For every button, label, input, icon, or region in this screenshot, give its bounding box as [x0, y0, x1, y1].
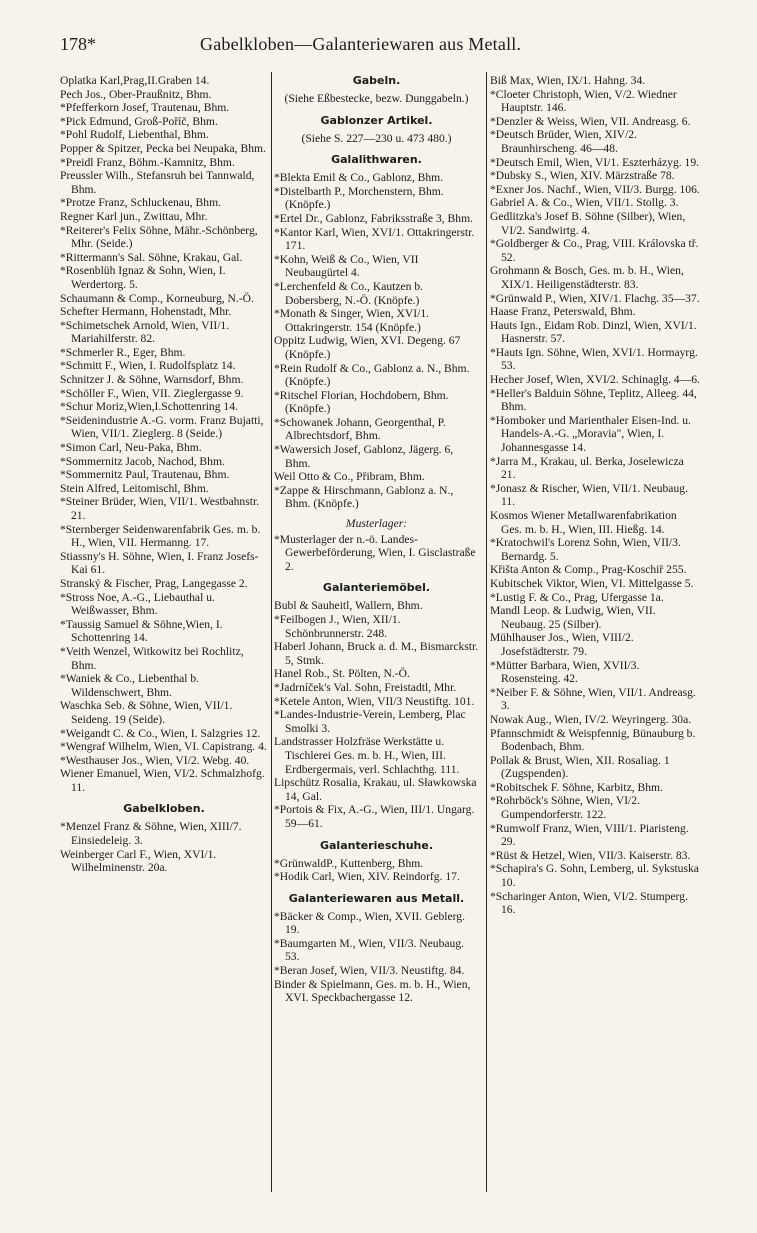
directory-entry: *Weigandt C. & Co., Wien, I. Salzgries 12. — [60, 726, 261, 740]
directory-entry: *Jonasz & Rischer, Wien, VII/1. Neubaug. 11. — [490, 481, 688, 509]
directory-entry: Hecher Josef, Wien, XVI/2. Schinaglg. 4—6. — [490, 373, 700, 387]
directory-entry: *Schapira's G. Sohn, Lemberg, ul. Sykstuska 10. — [490, 862, 699, 890]
directory-entry: Biß Max, Wien, IX/1. Hahng. 34. — [490, 74, 646, 87]
directory-entry: *Portois & Fix, A.-G., Wien, III/1. Ungarg. 59—61. — [274, 803, 475, 830]
directory-entry: *Rittermann's Sal. Söhne, Krakau, Gal. — [60, 250, 243, 264]
page-title: Gabelkloben—Galanteriewaren aus Metall. — [200, 34, 522, 54]
directory-entry: Kubitschek Viktor, Wien, VI. Mittelgasse 5. — [490, 576, 694, 590]
directory-entry: *Kohn, Weiß & Co., Wien, VII Neubaugürtel 4. — [274, 252, 419, 280]
directory-entry: *Jarra M., Krakau, ul. Berka, Joselewicza 21. — [490, 454, 684, 482]
section-heading-gabelkloben: Gabelkloben. — [123, 802, 205, 816]
directory-entry: *Sommernitz Paul, Trautenau, Bhm. — [60, 468, 230, 482]
column-3 — [490, 74, 700, 917]
gablonzer-note: (Siehe S. 227—230 u. 473 480.) — [301, 131, 452, 145]
directory-entry: *Ertel Dr., Gablonz, Fabriksstraße 3, Bhm. — [274, 211, 473, 225]
section-heading-moebel: Galanteriemöbel. — [322, 581, 431, 595]
directory-entry: *Simon Carl, Neu-Paka, Bhm. — [60, 441, 202, 455]
directory-entry: *Feilbogen J., Wien, XII/1. Schönbrunnerstr. 248. — [274, 613, 401, 640]
directory-entry: *Rumwolf Franz, Wien, VIII/1. Piaristeng. 29. — [490, 821, 689, 849]
directory-entry: *Heller's Balduin Söhne, Teplitz, Alleeg. 44, Bhm. — [490, 386, 697, 414]
directory-entry: *Schmitt F., Wien, I. Rudolfsplatz 14. — [60, 359, 236, 373]
directory-entry: *Steiner Brüder, Wien, VII/1. Westbahnstr. 21. — [60, 495, 260, 522]
directory-entry: Stiassny's H. Söhne, Wien, I. Franz Josefs-Kai 61. — [60, 549, 259, 577]
directory-entry: *Protze Franz, Schluckenau, Bhm. — [60, 196, 221, 210]
directory-entry: Waschka Seb. & Söhne, Wien, VII/1. Seideng. 19 (Seide). — [60, 699, 233, 726]
directory-entry: *Blekta Emil & Co., Gablonz, Bhm. — [274, 171, 444, 185]
directory-entry: *Goldberger & Co., Prag, VIII. Královska tř. 52. — [490, 237, 699, 264]
directory-entry: *Rüst & Hetzel, Wien, VII/3. Kaiserstr. 83. — [490, 848, 691, 862]
directory-entry: Mühlhauser Jos., Wien, VIII/2. Josefstädterstr. 79. — [490, 631, 634, 658]
entries-col3 — [490, 74, 700, 917]
directory-entry: *Zappe & Hirschmann, Gablonz a. N., Bhm. (Knöpfe.) — [274, 483, 454, 511]
directory-entry: Grohmann & Bosch, Ges. m. b. H., Wien, XIX/1. Heiligenstädterstr. 83. — [490, 264, 684, 291]
directory-entry: *Lustig F. & Co., Prag, Ufergasse 1a. — [490, 590, 664, 604]
directory-entry: *Sommernitz Jacob, Nachod, Bhm. — [60, 454, 225, 468]
directory-entry: Weinberger Carl F., Wien, XVI/1. Wilhelminenstr. 20a. — [60, 847, 217, 875]
page-header — [60, 34, 700, 60]
directory-entry: *Ritschel Florian, Hochdobern, Bhm. (Knöpfe.) — [274, 388, 449, 416]
directory-entry: Haberl Johann, Bruck a. d. M., Bismarckstr. 5, Stmk. — [274, 640, 479, 667]
directory-entry: *Deutsch Brüder, Wien, XIV/2. Braunhirscheng. 46—48. — [490, 128, 637, 155]
directory-entry: *Pfefferkorn Josef, Trautenau, Bhm. — [60, 101, 230, 115]
section-heading-metall: Galanteriewaren aus Metall. — [288, 891, 465, 905]
directory-entry: *Musterlager der n.-ö. Landes-Gewerbeförderung, Wien, I. Gisclastraße 2. — [274, 532, 476, 573]
directory-entry: *GrünwaldP., Kuttenberg, Bhm. — [274, 856, 424, 870]
directory-entry: *Schur Moriz,Wien,I.Schottenring 14. — [60, 400, 238, 414]
directory-entry: Preussler Wilh., Stefansruh bei Tannwald, Bhm. — [60, 169, 255, 196]
directory-entry: *Mütter Barbara, Wien, XVII/3. Rosensteing. 42. — [490, 658, 640, 686]
directory-entry: *Baumgarten M., Wien, VII/3. Neubaug. 53. — [274, 936, 465, 964]
directory-entry: *Schöller F., Wien, VII. Zieglergasse 9. — [60, 386, 244, 400]
column-rule-1 — [271, 72, 272, 1192]
directory-entry: *Hauts Ign. Söhne, Wien, XVI/1. Hormayrg. 53. — [490, 345, 698, 373]
directory-entry: *Waniek & Co., Liebenthal b. Wildenschwert, Bhm. — [60, 672, 200, 699]
directory-entry: *Schowanek Johann, Georgenthal, P. Albrechtsdorf, Bhm. — [274, 415, 446, 443]
directory-entry: *Wengraf Wilhelm, Wien, VI. Capistrang. 4. — [60, 740, 267, 754]
column-2 — [274, 74, 479, 1005]
directory-entry: *Rohrböck's Söhne, Wien, VI/2. Gumpendorferstr. 122. — [490, 794, 640, 822]
entries-musterlager — [274, 533, 479, 574]
directory-entry: Schnitzer J. & Söhne, Warnsdorf, Bhm. — [60, 373, 244, 387]
directory-entry: *Kratochwil's Lorenz Sohn, Wien, VII/3. Bernardg. 5. — [490, 536, 681, 563]
directory-entry: *Hodik Carl, Wien, XIV. Reindorfg. 17. — [274, 870, 460, 884]
directory-entry: *Dubsky S., Wien, XIV. Märzstraße 78. — [490, 169, 675, 183]
directory-entry: Gabriel A. & Co., Wien, VII/1. Stollg. 3. — [490, 196, 679, 210]
section-heading-galalith: Galalithwaren. — [331, 153, 422, 167]
directory-entry: Haase Franz, Peterswald, Bhm. — [490, 305, 636, 319]
directory-entry: *Pick Edmund, Groß-Poříč, Bhm. — [60, 114, 218, 128]
directory-entry: *Preidl Franz, Böhm.-Kamnitz, Bhm. — [60, 155, 235, 169]
entries-schuhe — [274, 857, 479, 884]
directory-entry: *Distelbarth P., Morchenstern, Bhm. (Knöpfe.) — [274, 184, 444, 212]
directory-entry: Lipschütz Rosalia, Krakau, ul. Sławkowska 14, Gal. — [274, 776, 477, 803]
directory-entry: Křišta Anton & Comp., Prag-Koschiř 255. — [490, 563, 687, 577]
directory-entry: Weil Otto & Co., Přibram, Bhm. — [274, 470, 425, 484]
directory-entry: *Grünwald P., Wien, XIV/1. Flachg. 35—37. — [490, 291, 700, 305]
directory-entry: *Deutsch Emil, Wien, VI/1. Eszterházyg. 19. — [490, 155, 700, 169]
directory-entry: *Cloeter Christoph, Wien, V/2. Wiedner Hauptstr. 146. — [490, 87, 677, 115]
directory-entry: Gedlitzka's Josef B. Söhne (Silber), Wien, VI/2. Sandwirtg. 4. — [490, 209, 686, 237]
directory-entry: *Robitschek F. Söhne, Karbitz, Bhm. — [490, 780, 663, 794]
entries-col1 — [60, 74, 268, 794]
directory-entry: *Lerchenfeld & Co., Kautzen b. Dobersberg, N.-Ö. (Knöpfe.) — [274, 279, 424, 307]
directory-entry: Pech Jos., Ober-Praußnitz, Bhm. — [60, 87, 212, 101]
directory-entry: *Reiterer's Felix Söhne, Mähr.-Schönberg, Mhr. (Seide.) — [60, 223, 258, 251]
directory-entry: Regner Karl jun., Zwittau, Mhr. — [60, 209, 208, 223]
directory-entry: *Denzler & Weiss, Wien, VII. Andreasg. 6. — [490, 114, 691, 128]
directory-entry: *Rein Rudolf & Co., Gablonz a. N., Bhm. (Knöpfe.) — [274, 361, 470, 389]
directory-entry: Hanel Rob., St. Pölten, N.-Ö. — [274, 667, 410, 681]
gabeln-note: (Siehe Eßbestecke, bezw. Dunggabeln.) — [284, 92, 469, 105]
directory-entry: Schefter Hermann, Hohenstadt, Mhr. — [60, 305, 232, 319]
entries-galalith — [274, 171, 479, 511]
section-heading-schuhe: Galanterieschuhe. — [319, 838, 434, 852]
directory-entry: *Pohl Rudolf, Liebenthal, Bhm. — [60, 128, 209, 142]
directory-entry: Stein Alfred, Leitomischl, Bhm. — [60, 481, 209, 495]
column-rule-2 — [486, 72, 487, 1192]
directory-entry: *Sternberger Seidenwarenfabrik Ges. m. b. H., Wien, VII. Hermanng. 17. — [60, 522, 261, 550]
directory-entry: *Rosenblüh Ignaz & Sohn, Wien, I. Werdertorg. 5. — [60, 264, 226, 291]
directory-entry: Landstrasser Holzfräse Werkstätte u. Tischlerei Ges. m. b. H., Wien, III. Erdbergermais, verl. Schlachthg. 111. — [274, 735, 460, 776]
directory-entry: Oplatka Karl,Prag,II.Graben 14. — [60, 74, 210, 87]
directory-entry: *Menzel Franz & Söhne, Wien, XIII/7. Einsiedeleig. 3. — [60, 820, 242, 848]
directory-entry: *Bäcker & Comp., Wien, XVII. Geblerg. 19. — [274, 909, 466, 937]
entries-moebel — [274, 599, 479, 830]
subheading-musterlager: Musterlager: — [345, 517, 408, 531]
directory-entry: *Taussig Samuel & Söhne,Wien, I. Schottenring 14. — [60, 617, 223, 645]
directory-entry: Kosmos Wiener Metallwarenfabrikation Ges. m. b. H., Wien, III. Hießg. 14. — [490, 509, 677, 536]
directory-entry: Mandl Leop. & Ludwig, Wien, VII. Neubaug. 25 (Silber). — [490, 604, 656, 631]
directory-entry: Hauts Ign., Eidam Rob. Dinzl, Wien, XVI/1. Hasnerstr. 57. — [490, 318, 697, 346]
directory-entry: *Schmerler R., Eger, Bhm. — [60, 345, 186, 359]
directory-entry: *Neiber F. & Söhne, Wien, VII/1. Andreasg. 3. — [490, 685, 696, 713]
directory-entry: *Homboker und Marienthaler Eisen-Ind. u. Handels-A.-G. „Moravia", Wien, I. Johannesgasse 14. — [490, 413, 691, 455]
directory-entry: *Beran Josef, Wien, VII/3. Neustiftg. 84. — [274, 964, 465, 978]
directory-entry: Bubl & Sauheitl, Wallern, Bhm. — [274, 599, 423, 613]
column-1 — [60, 74, 268, 875]
entries-gabelkloben — [60, 820, 268, 874]
directory-entry: Schaumann & Comp., Korneuburg, N.-Ö. — [60, 291, 254, 305]
section-heading-gablonzer: Gablonzer Artikel. — [320, 113, 433, 127]
section-heading-gabeln: Gabeln. — [352, 74, 401, 87]
directory-entry: *Kantor Karl, Wien, XVI/1. Ottakringerstr. 171. — [274, 225, 475, 253]
directory-entry: *Seidenindustrie A.-G. vorm. Franz Bujatti, Wien, VII/1. Zieglerg. 8 (Seide.) — [60, 413, 264, 441]
directory-entry: *Monath & Singer, Wien, XVI/1. Ottakringerstr. 154 (Knöpfe.) — [274, 307, 430, 334]
directory-entry: Pfannschmidt & Weispfennig, Bünauburg b. Bodenbach, Bhm. — [490, 726, 696, 754]
directory-entry: Binder & Spielmann, Ges. m. b. H., Wien, XVI. Speckbachergasse 12. — [274, 977, 471, 1005]
directory-entry: *Veith Wenzel, Witkowitz bei Rochlitz, Bhm. — [60, 644, 244, 672]
entries-metall — [274, 910, 479, 1005]
directory-entry: Popper & Spitzer, Pecka bei Neupaka, Bhm. — [60, 141, 266, 155]
directory-entry: Oppitz Ludwig, Wien, XVI. Degeng. 67 (Knöpfe.) — [274, 334, 461, 361]
directory-entry: Nowak Aug., Wien, IV/2. Weyringerg. 30a. — [490, 712, 692, 726]
directory-entry: *Stross Noe, A.-G., Liebauthal u. Weißwasser, Bhm. — [60, 590, 215, 618]
directory-entry: *Scharinger Anton, Wien, VI/2. Stumperg. 16. — [490, 889, 688, 917]
directory-entry: *Jadrníček's Val. Sohn, Freistadtl, Mhr. — [274, 680, 457, 694]
directory-entry: *Wawersich Josef, Gablonz, Jägerg. 6, Bhm. — [274, 443, 454, 470]
directory-entry: *Landes-Industrie-Verein, Lemberg, Plac Smolki 3. — [274, 708, 466, 735]
page-number: 178* — [60, 34, 96, 54]
directory-entry: *Exner Jos. Nachf., Wien, VII/3. Burgg. 106. — [490, 182, 700, 196]
directory-entry: Wiener Emanuel, Wien, VI/2. Schmalzhofg. 11. — [60, 767, 265, 794]
directory-entry: *Schimetschek Arnold, Wien, VII/1. Mariahilferstr. 82. — [60, 318, 230, 346]
directory-entry: *Ketele Anton, Wien, VII/3 Neustiftg. 101. — [274, 694, 475, 708]
directory-entry: Pollak & Brust, Wien, XII. Rosaliag. 1 (Zugspenden). — [490, 753, 670, 781]
directory-entry: *Westhauser Jos., Wien, VI/2. Webg. 40. — [60, 753, 250, 767]
directory-entry: Stranský & Fischer, Prag, Langegasse 2. — [60, 576, 248, 590]
